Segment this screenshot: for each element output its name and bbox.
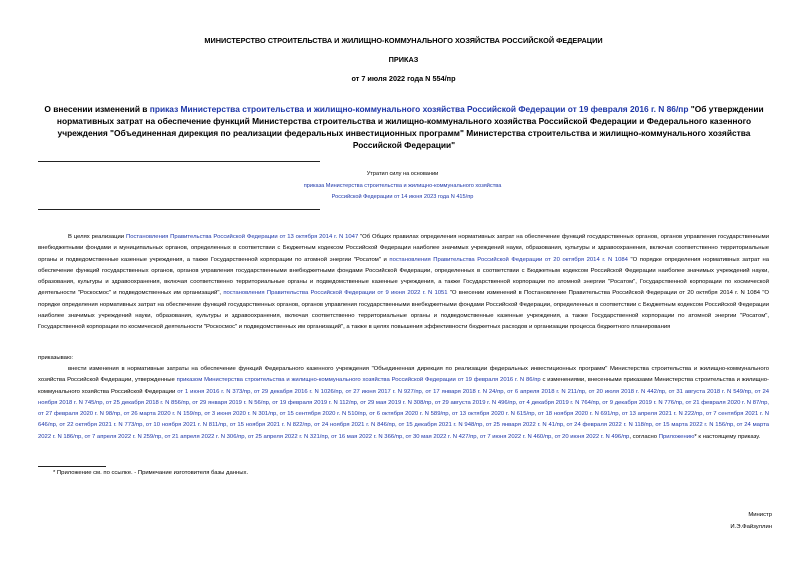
preamble-text-1: В целях реализации: [68, 234, 126, 240]
signature-position: Министр: [748, 512, 772, 518]
body-text-3: , согласно: [629, 433, 659, 440]
lost-force-link-line1[interactable]: приказа Министерства строительства и жилищно-коммунального хозяйства: [303, 182, 502, 189]
footnote: * Приложение см. по ссылке. - Примечание изготовителя базы данных.: [53, 470, 249, 476]
lost-force-link-line2[interactable]: Российской Федерации от 14 июня 2023 года N 415/пр: [331, 194, 474, 200]
body-text-2: с изменениями, внесенными приказами Министерства строительства и жилищно-коммунального хозяйства Российской Федерации: [38, 377, 770, 395]
preamble-link-postanovlenie-1084[interactable]: постановления Правительства Российской Федерации от 20 октября 2014 г. N 1084: [389, 256, 628, 263]
document-date-number: от 7 июля 2022 года N 554/пр: [351, 74, 456, 83]
order-word: приказываю:: [38, 355, 74, 361]
document-title: [40, 103, 768, 151]
preamble-link-postanovlenie-1051[interactable]: постановления Правительства Российской Федерации от 9 июня 2022 г. N 1051: [223, 290, 448, 297]
separator-bottom: [38, 209, 320, 210]
preamble-paragraph: [38, 232, 769, 334]
title-text-post: "Об утверждении нормативных затрат на обеспечение функций Министерства строительства и жилищно-коммунального хозяйства Российской Федерации и Федерального казенного учреждения "Объединенная дирекция по реализации федеральных инвестиционных программ" Министерства строительства и жилищно-коммунального хозяйства Российской Федерации": [56, 104, 764, 150]
body-text-4: * к настоящему приказу.: [694, 433, 761, 440]
title-text-pre: О внесении изменений в: [44, 104, 150, 114]
preamble-text-2: "Об Общих правилах определения нормативных затрат на обеспечение функций государственных органов, органов управления государственными внебюджетными фондами и муниципальных органов, определенных в соответствии с Бюджетным кодексом Российской Федерации наиболее значимых учреждений науки, образования, культуры и здравоохранения, включая соответственно территориальные органы и подведомственные казенные учреждения, а также Государственной корпорации по атомной энергии "Росатом" и: [38, 234, 769, 263]
document-type: ПРИКАЗ: [388, 55, 419, 64]
ministry-name: МИНИСТЕРСТВО СТРОИТЕЛЬСТВА И ЖИЛИЩНО-КОММУНАЛЬНОГО ХОЗЯЙСТВА РОССИЙСКОЙ ФЕДЕРАЦИИ: [204, 36, 603, 45]
footnote-separator: [38, 466, 106, 467]
preamble-text-3: "О порядке определения нормативных затрат на обеспечение функций государственных органов, органов управления государственными внебюджетными фондами Российской Федерации, определенных в соответствии с Бюджетным кодексом Российской Федерации наиболее значимых учреждений науки, образования, культуры и здравоохранения, включая соответственно территориальные органы и подведомственные казенные учреждения, а также Государственной корпорации по атомной энергии "Росатом", Государственной корпорации по космической деятельности "Роскосмос" и подведомственных им организаций",: [38, 256, 769, 297]
preamble-link-postanovlenie-1047[interactable]: Постановления Правительства Российской Федерации от 13 октября 2014 г. N 1047: [125, 234, 359, 240]
body-link-appendix[interactable]: Приложению: [658, 433, 695, 440]
body-link-order-86[interactable]: приказом Министерства строительства и жилищно-коммунального хозяйства Российской Федерации от 19 февраля 2016 г. N 86/пр: [176, 377, 541, 384]
body-link-amending-orders[interactable]: от 1 июня 2016 г. N 373/пр, от 29 декабря 2016 г. N 1026/пр, от 27 июня 2017 г. N 927/пр, от 17 января 2018 г. N 24/пр, от 6 апреля 2018 г. N 211/пр, от 20 июля 2018 г. N 442/пр, от 31 августа 2018 г. N 549/пр, от 24 ноября 2018 г. N 745/пр, от 25 декабря 2018 г. N 856/пр, от 29 января 2019 г. N 56/пр, от 19 февраля 2019 г. N 112/пр, от 29 мая 2019 г. N 308/пр, от 29 августа 2019 г. N 496/пр, от 4 декабря 2019 г. N 764/пр, от 9 декабря 2019 г. N 776/пр, от 21 февраля 2020 г. N 87/пр, от 27 февраля 2020 г. N 98/пр, от 26 марта 2020 г. N 159/пр, от 3 июня 2020 г. N 301/пр, от 15 сентября 2020 г. N 510/пр, от 6 октября 2020 г. N 589/пр, от 13 октября 2020 г. N 615/пр, от 18 ноября 2020 г. N 691/пр, от 13 апреля 2021 г. N 222/пр, от 7 сентября 2021 г. N 646/пр, от 22 октября 2021 г. N 773/пр, от 10 ноября 2021 г. N 811/пр, от 15 ноября 2021 г. N 822/пр, от 24 ноября 2021 г. N 846/пр, от 15 декабря 2021 г. N 948/пр, от 25 января 2022 г. N 41/пр, от 24 февраля 2022 г. N 118/пр, от 15 марта 2022 г. N 156/пр, от 24 марта 2022 г. N 186/пр, от 7 апреля 2022 г. N 259/пр, от 21 апреля 2022 г. N 306/пр, от 25 апреля 2022 г. N 321/пр, от 16 мая 2022 г. N 366/пр, от 30 мая 2022 г. N 427/пр, от 7 июня 2022 г. N 460/пр, от 20 июня 2022 г. N 496/пр: [38, 388, 769, 440]
separator-top: [38, 161, 320, 162]
signature-name: И.Э.Файзуллин: [730, 523, 772, 530]
signature-block: [730, 510, 772, 533]
body-text-1: внести изменения в нормативные затраты на обеспечение функций Федерального казенного учреждения "Объединенная дирекция по реализации федеральных инвестиционных программ" Министерства строительства и жилищно-коммунального хозяйства Российской Федерации, утвержденные: [38, 366, 769, 384]
body-paragraph: [38, 364, 769, 443]
title-link-amended-order[interactable]: приказ Министерства строительства и жилищно-коммунального хозяйства Российской Федерации от 19 февраля 2016 г. N 86/пр: [149, 104, 689, 114]
lost-force-note: [250, 169, 555, 204]
preamble-text-4: "О внесении изменений в Постановление Правительства Российской Федерации от 20 октября 2014 г. N 1084 "О порядке определения нормативных затрат на обеспечение функций государственных органов, органов управления государственными внебюджетными фондами Российской Федерации, определенных в соответствии с Бюджетным кодексом Российской Федерации наиболее значимых учреждений науки, образования, культуры и здравоохранения, включая соответственно территориальные органы и подведомственные казенные учреждения, а также Государственной корпорации по атомной энергии "Росатом", Государственной корпорации по космической деятельности "Роскосмос" и подведомственных им организаций", а также в целях повышения эффективности бюджетных расходов и организации процесса бюджетного планирования: [38, 290, 769, 331]
lost-force-text: Утратил силу на основании: [366, 171, 439, 177]
